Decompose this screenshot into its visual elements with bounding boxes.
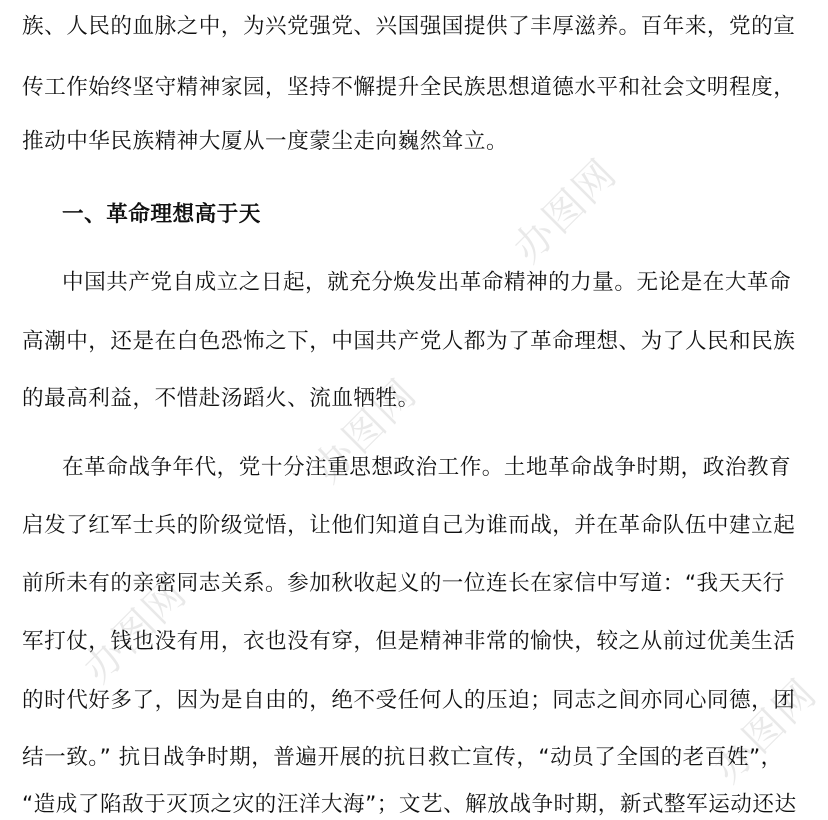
watermark: 办图网 [74,570,197,692]
body-text-line: 的时代好多了，因为是自由的，绝不受任何人的压迫；同志之间亦同心同德，团 [22,688,796,713]
body-text-line: 启发了红军士兵的阶级觉悟，让他们知道自己为谁而战，并在革命队伍中建立起 [22,513,796,538]
body-text-line: “造成了陷敌于灭顶之灾的汪洋大海”；文艺、解放战争时期，新式整军运动还达 [22,792,797,817]
body-text-line: 中国共产党自成立之日起，就充分焕发出革命精神的力量。无论是在大革命 [62,270,792,295]
body-text-line: 结一致。” 抗日战争时期，普遍开展的抗日救亡宣传，“动员了全国的老百姓”， [22,745,783,770]
watermark: 办图网 [504,150,627,272]
body-text-line: 军打仗，钱也没有用，衣也没有穿，但是精神非常的愉快，较之从前过优美生活 [22,629,796,654]
body-text-line: 族、人民的血脉之中，为兴党强党、兴国强国提供了丰厚滋养。百年来，党的宣 [22,14,796,39]
body-text-line: 在革命战争年代，党十分注重思想政治工作。土地革命战争时期，政治教育 [62,455,792,480]
section-heading: 一、革命理想高于天 [62,202,261,227]
body-text-line: 传工作始终坚守精神家园，坚持不懈提升全民族思想道德水平和社会文明程度， [22,75,796,100]
watermark: 办图网 [704,670,827,792]
body-text-line: 推动中华民族精神大厦从一度蒙尘走向巍然耸立。 [22,129,509,154]
body-text-line: 的最高利益，不惜赴汤蹈火、流血牺牲。 [22,386,420,411]
body-text-line: 前所未有的亲密同志关系。参加秋收起义的一位连长在家信中写道：“我天天行 [22,571,785,596]
body-text-line: 高潮中，还是在白色恐怖之下，中国共产党人都为了革命理想、为了人民和民族 [22,329,796,354]
watermark: 办图网 [304,370,427,492]
